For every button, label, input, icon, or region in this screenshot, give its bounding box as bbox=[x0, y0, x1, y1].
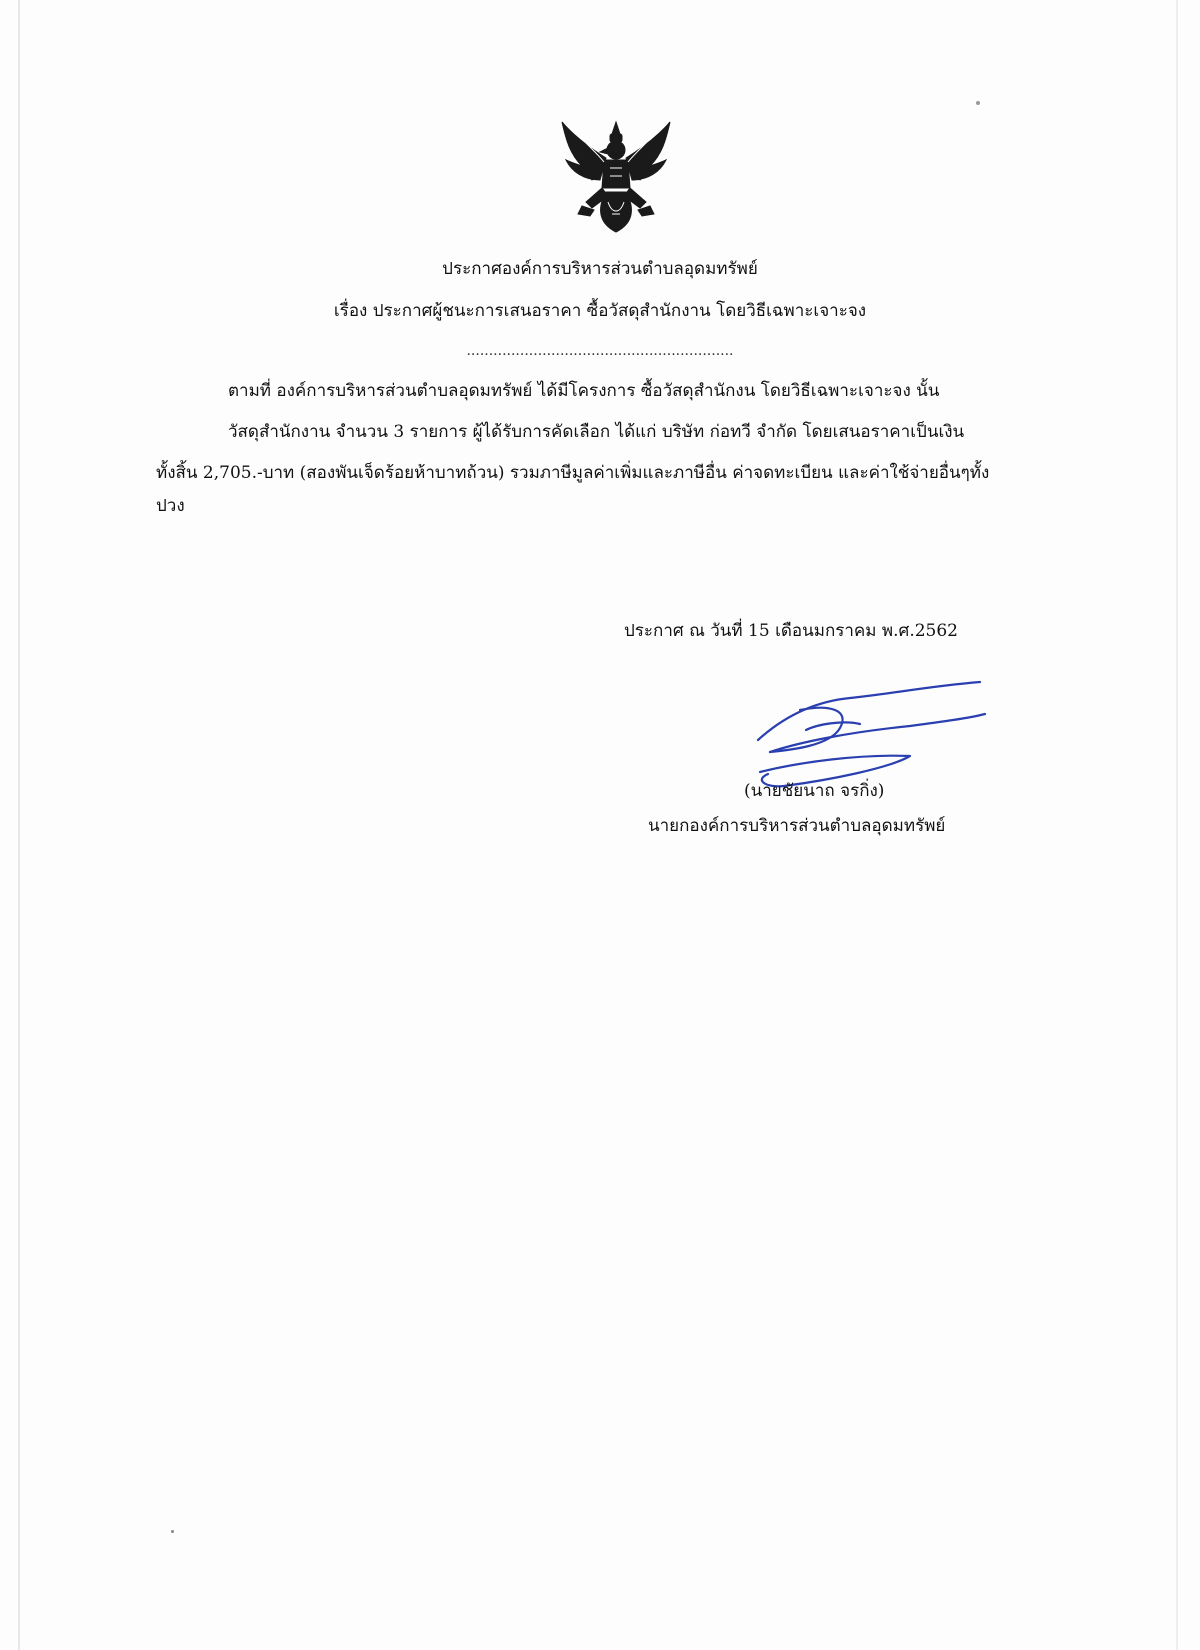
scan-speck bbox=[976, 101, 980, 105]
announcement-date: ประกาศ ณ วันที่ 15 เดือนมกราคม พ.ศ.2562 bbox=[624, 621, 958, 641]
announcement-title: ประกาศองค์การบริหารส่วนตำบลอุดมทรัพย์ bbox=[442, 259, 758, 279]
announcement-subject: เรื่อง ประกาศผู้ชนะการเสนอราคา ซื้อวัสดุสำนักงาน โดยวิธีเฉพาะเจาะจง bbox=[333, 301, 867, 321]
signer-name: (นายชัยนาถ จรกิ่ง) bbox=[744, 781, 885, 801]
garuda-emblem-icon bbox=[556, 118, 676, 236]
body-paragraph-line: ตามที่ องค์การบริหารส่วนตำบลอุดมทรัพย์ ได้มีโครงการ ซื้อวัสดุสำนักงน โดยวิธีเฉพาะเจาะจง นั้น bbox=[228, 381, 940, 401]
scan-speck bbox=[171, 1530, 174, 1533]
scan-edge-left bbox=[18, 0, 20, 1650]
body-paragraph-line: ปวง bbox=[156, 496, 185, 516]
scan-edge-right bbox=[1176, 0, 1178, 1650]
dotted-divider: ............................................................ bbox=[466, 343, 734, 359]
body-paragraph-line: วัสดุสำนักงาน จำนวน 3 รายการ ผู้ได้รับการคัดเลือก ได้แก่ บริษัท ก่อทวี จำกัด โดยเสนอราคาเป็นเงิน bbox=[228, 422, 965, 442]
body-paragraph-line: ทั้งสิ้น 2,705.-บาท (สองพันเจ็ดร้อยห้าบาทถ้วน) รวมภาษีมูลค่าเพิ่มและภาษีอื่น ค่าจดทะเบียน และค่าใช้จ่ายอื่นๆทั้ง bbox=[156, 463, 990, 483]
signer-position: นายกองค์การบริหารส่วนตำบลอุดมทรัพย์ bbox=[648, 816, 946, 836]
